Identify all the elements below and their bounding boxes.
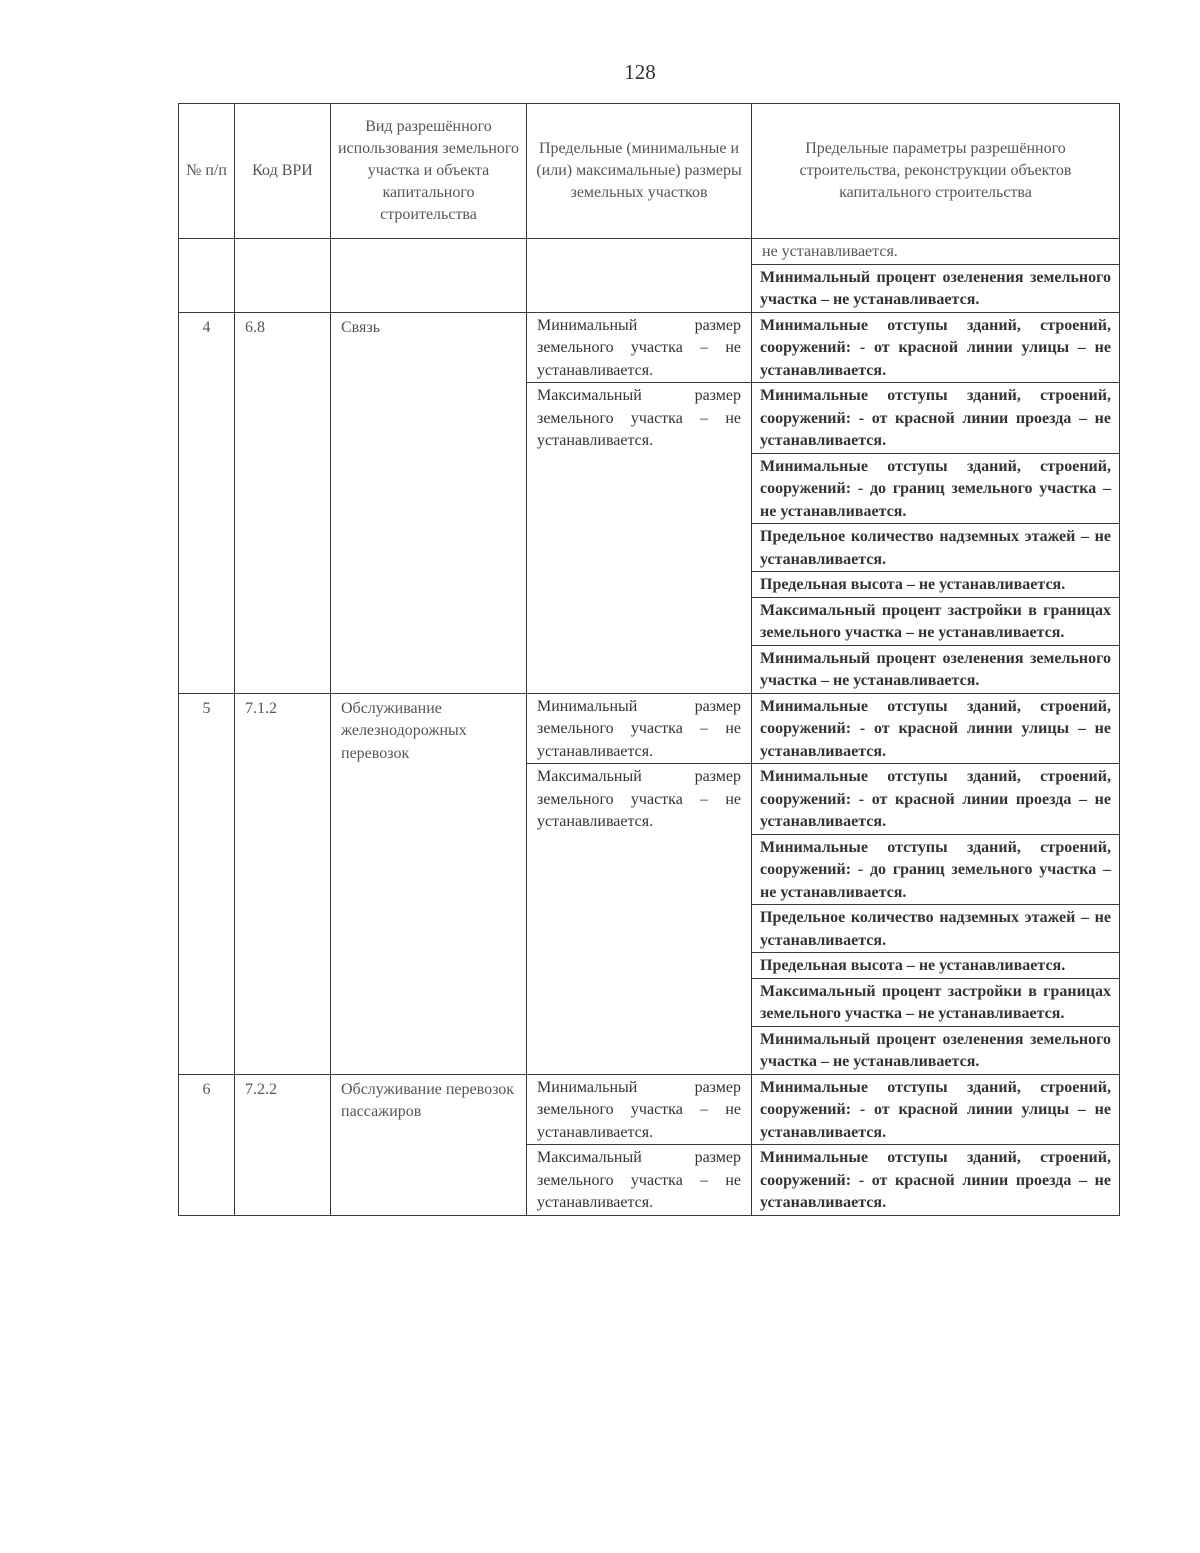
- header-name: Вид разрешённого использования земельного участка и объекта капитального строительства: [331, 104, 527, 239]
- param: Минимальные отступы зданий, строений, сооружений: - от красной линии улицы – не устанавливается.: [752, 1074, 1120, 1145]
- row-name: Связь: [331, 312, 527, 693]
- param: Предельная высота – не устанавливается.: [752, 953, 1120, 979]
- header-num: № п/п: [179, 104, 235, 239]
- header-row: [179, 104, 1120, 239]
- size-max: Максимальный размер земельного участка – не устанавливается.: [527, 383, 752, 694]
- param: Минимальный процент озеленения земельного участка – не устанавливается.: [752, 645, 1120, 693]
- lead-size: [527, 239, 752, 313]
- param: Максимальный процент застройки в границах земельного участка – не устанавливается.: [752, 978, 1120, 1026]
- param: Минимальные отступы зданий, строений, сооружений: - от красной линии улицы – не устанавливается.: [752, 693, 1120, 764]
- lead-param-2: Минимальный процент озеленения земельного участка – не устанавливается.: [752, 264, 1120, 312]
- row-num: 6: [179, 1074, 235, 1215]
- param: Предельная высота – не устанавливается.: [752, 572, 1120, 598]
- param: Минимальные отступы зданий, строений, сооружений: - от красной линии проезда – не устанавливается.: [752, 1145, 1120, 1216]
- page-number: 128: [624, 60, 656, 84]
- header-code: Код ВРИ: [235, 104, 331, 239]
- lead-code: [235, 239, 331, 313]
- param: Минимальные отступы зданий, строений, сооружений: - до границ земельного участка – не устанавливается.: [752, 834, 1120, 905]
- param: Минимальные отступы зданий, строений, сооружений: - до границ земельного участка – не устанавливается.: [752, 453, 1120, 524]
- header-size: Предельные (минимальные и (или) максимальные) размеры земельных участков: [527, 104, 752, 239]
- param: Максимальный процент застройки в границах земельного участка – не устанавливается.: [752, 597, 1120, 645]
- param: Минимальные отступы зданий, строений, сооружений: - от красной линии проезда – не устанавливается.: [752, 764, 1120, 835]
- row-name: Обслуживание перевозок пассажиров: [331, 1074, 527, 1215]
- param: Предельное количество надземных этажей – не устанавливается.: [752, 524, 1120, 572]
- size-min: Минимальный размер земельного участка – не устанавливается.: [527, 1074, 752, 1145]
- row-num: 4: [179, 312, 235, 693]
- row-num: 5: [179, 693, 235, 1074]
- param: Минимальные отступы зданий, строений, сооружений: - от красной линии проезда – не устанавливается.: [752, 383, 1120, 454]
- lead-num: [179, 239, 235, 313]
- table-row: [179, 693, 1120, 764]
- row-code: 7.2.2: [235, 1074, 331, 1215]
- row-code: 6.8: [235, 312, 331, 693]
- lead-param-1: не устанавливается.: [752, 239, 1120, 265]
- param: Предельное количество надземных этажей – не устанавливается.: [752, 905, 1120, 953]
- table-row: [179, 312, 1120, 383]
- size-min: Минимальный размер земельного участка – не устанавливается.: [527, 312, 752, 383]
- row-code: 7.1.2: [235, 693, 331, 1074]
- size-min: Минимальный размер земельного участка – не устанавливается.: [527, 693, 752, 764]
- zoning-table: [178, 103, 1120, 1216]
- param: Минимальные отступы зданий, строений, сооружений: - от красной линии улицы – не устанавливается.: [752, 312, 1120, 383]
- size-max: Максимальный размер земельного участка – не устанавливается.: [527, 1145, 752, 1216]
- param: Минимальный процент озеленения земельного участка – не устанавливается.: [752, 1026, 1120, 1074]
- table-row: [179, 1074, 1120, 1145]
- row-name: Обслуживание железнодорожных перевозок: [331, 693, 527, 1074]
- lead-name: [331, 239, 527, 313]
- size-max: Максимальный размер земельного участка – не устанавливается.: [527, 764, 752, 1075]
- header-params: Предельные параметры разрешённого строительства, реконструкции объектов капитального строительства: [752, 104, 1120, 239]
- lead-row-1: [179, 239, 1120, 265]
